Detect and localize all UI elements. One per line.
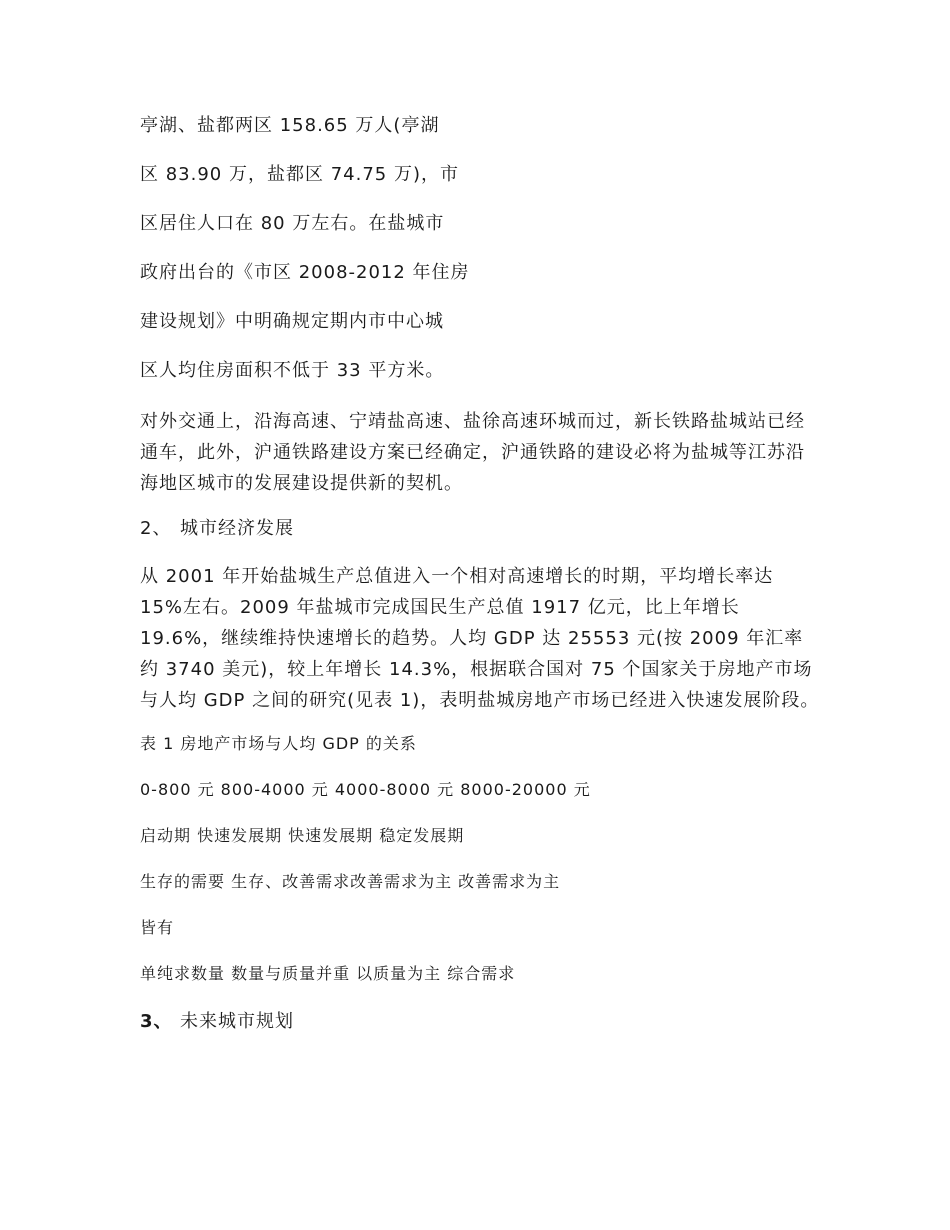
population-line: 亭湖、盐都两区 158.65 万人(亭湖 [140, 115, 440, 136]
table-row: 生存的需要 生存、改善需求改善需求为主 改善需求为主 [140, 872, 561, 891]
section-number: 2、 [140, 518, 172, 539]
section-heading-3 [140, 1008, 820, 1036]
economy-paragraph: 从 2001 年开始盐城生产总值进入一个相对高速增长的时期，平均增长率达 15%左右。2009 年盐城市完成国民生产总值 1917 亿元，比上年增长 19.6%，继续维持快速增长的趋势。人均 GDP 达 25553 元(按 2009 年汇率约 3740 美元)，较上年增长 14.3%，根据联合国对 75 个国家关于房地产市场与人均 GDP 之间的研究(见表 1)，表明盐城房地产市场已经进入快速发展阶段。 [140, 566, 820, 711]
transport-paragraph: 对外交通上，沿海高速、宁靖盐高速、盐徐高速环城而过，新长铁路盐城站已经通车，此外，沪通铁路建设方案已经确定，沪通铁路的建设必将为盐城等江苏沿海地区城市的发展建设提供新的契机。 [140, 411, 805, 494]
table-row: 皆有 [140, 918, 175, 937]
population-line: 区 83.90 万，盐都区 74.75 万)，市 [140, 164, 459, 185]
population-line: 政府出台的《市区 2008-2012 年住房 [140, 262, 470, 283]
population-line: 区人均住房面积不低于 33 平方米。 [140, 360, 445, 381]
table-row: 0-800 元 800-4000 元 4000-8000 元 8000-20000 元 [140, 780, 591, 799]
table-caption: 表 1 房地产市场与人均 GDP 的关系 [140, 734, 417, 753]
document-page [140, 112, 820, 1054]
section-heading-2 [140, 515, 820, 543]
population-line: 建设规划》中明确规定期内市中心城 [140, 311, 444, 332]
section-title: 城市经济发展 [180, 518, 294, 539]
section-number: 3、 [140, 1011, 173, 1032]
population-line: 区居住人口在 80 万左右。在盐城市 [140, 213, 445, 234]
table-row: 启动期 快速发展期 快速发展期 稳定发展期 [140, 826, 465, 845]
section-title: 未来城市规划 [180, 1011, 294, 1032]
table-row: 单纯求数量 数量与质量并重 以质量为主 综合需求 [140, 964, 516, 983]
